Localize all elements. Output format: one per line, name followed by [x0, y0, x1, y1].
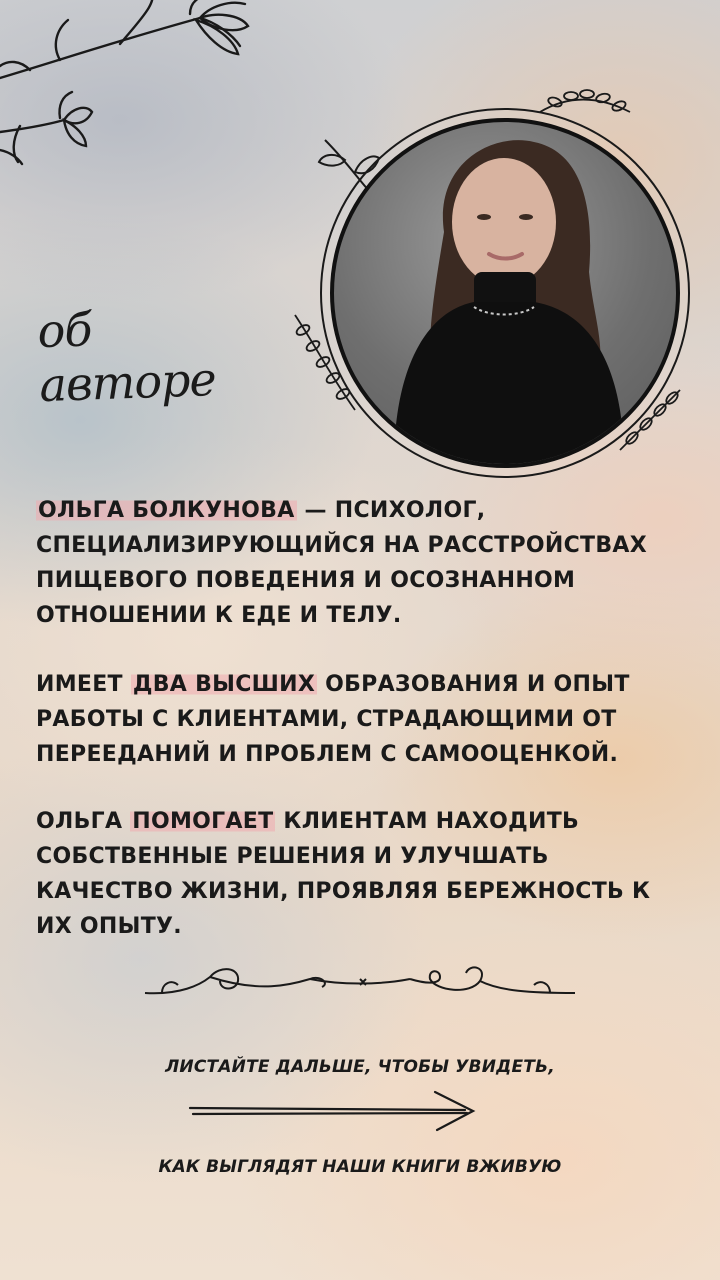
author-portrait-image [334, 122, 676, 464]
helps-highlight: ПОМОГАЕТ [132, 809, 274, 834]
education-highlight: ДВА ВЫСШИХ [132, 672, 316, 697]
bio-paragraph-1-text: — ПСИХОЛОГ, СПЕЦИАЛИЗИРУЮЩИЙСЯ НА РАССТРОЙСТВАХ ПИЩЕВОГО ПОВЕДЕНИЯ И ОСОЗНАННОМ ОТНОШЕНИИ К ЕДЕ И ТЕЛУ. [36, 498, 647, 628]
bio-paragraph-2-text-start: ИМЕЕТ [36, 672, 131, 697]
bio-paragraph-3-text-start: ОЛЬГА [36, 809, 131, 834]
bio-paragraph-3 [36, 804, 686, 944]
bio-paragraph-1 [36, 493, 686, 633]
cta-line-2: КАК ВЫГЛЯДЯТ НАШИ КНИГИ ВЖИВУЮ [158, 1157, 562, 1177]
flourish-divider [140, 955, 580, 1005]
floral-branch-decoration [0, 0, 260, 170]
bio-paragraph-2-text-end: ОБРАЗОВАНИЯ И ОПЫТ РАБОТЫ С КЛИЕНТАМИ, СТРАДАЮЩИМИ ОТ ПЕРЕЕДАНИЙ И ПРОБЛЕМ С САМООЦЕНКОЙ. [36, 672, 630, 767]
author-photo [330, 118, 680, 468]
arrow-right-icon [185, 1088, 485, 1134]
bio-paragraph-2 [36, 667, 686, 772]
author-name-highlight: ОЛЬГА БОЛКУНОВА [38, 498, 295, 523]
author-photo-frame [330, 118, 680, 468]
bio-paragraph-3-text-end: КЛИЕНТАМ НАХОДИТЬ СОБСТВЕННЫЕ РЕШЕНИЯ И УЛУЧШАТЬ КАЧЕСТВО ЖИЗНИ, ПРОЯВЛЯЯ БЕРЕЖНОСТЬ К ИХ ОПЫТУ. [36, 809, 651, 939]
cta-line-1: ЛИСТАЙТЕ ДАЛЬШЕ, ЧТОБЫ УВИДЕТЬ, [165, 1057, 555, 1077]
section-title: об авторе [36, 302, 217, 413]
